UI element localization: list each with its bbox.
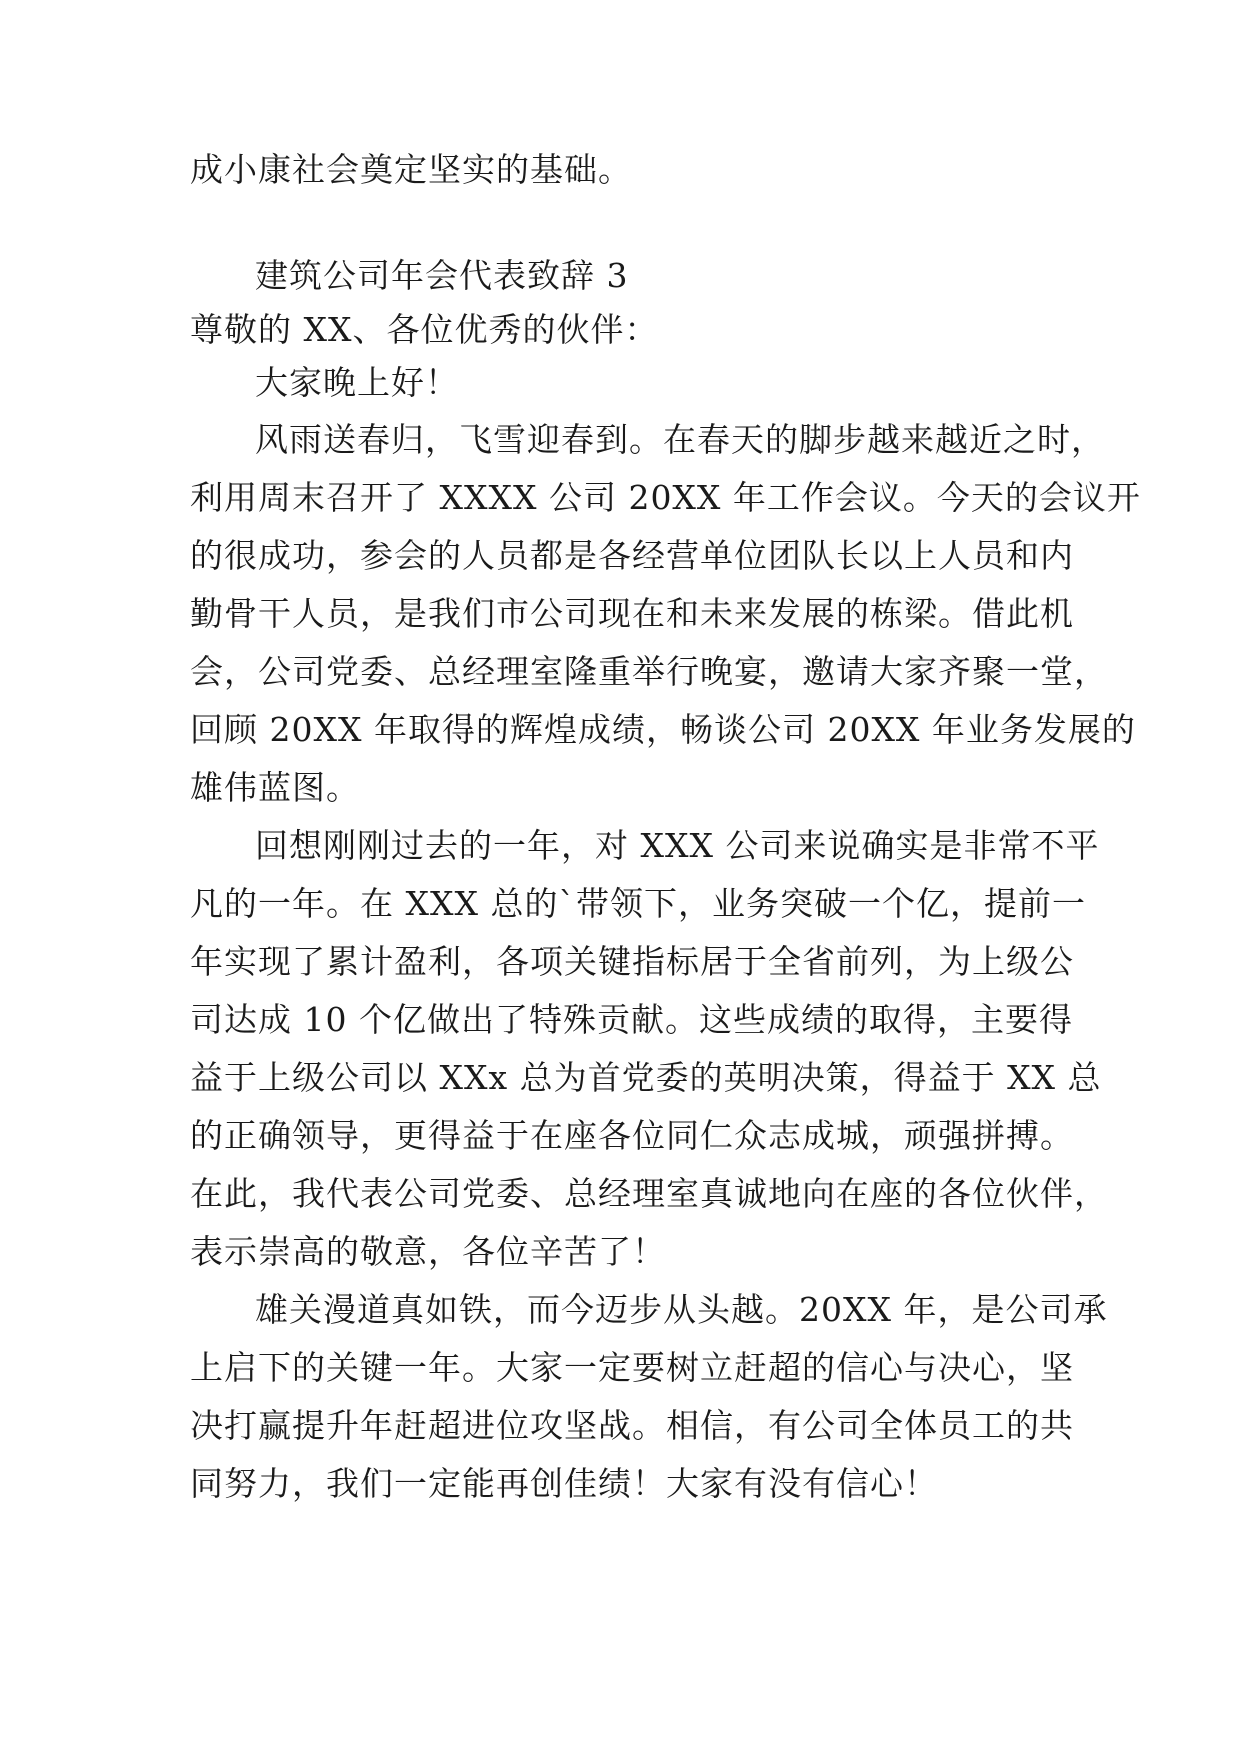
paragraph-1-line-1: 风雨送春归，飞雪迎春到。在春天的脚步越来越近之时， bbox=[255, 420, 1105, 459]
paragraph-1-line-7: 雄伟蓝图。 bbox=[190, 768, 360, 807]
salutation: 尊敬的 XX、各位优秀的伙伴： bbox=[190, 310, 659, 349]
section-heading: 建筑公司年会代表致辞 3 bbox=[255, 256, 629, 295]
paragraph-1-line-3: 的很成功，参会的人员都是各经营单位团队长以上人员和内 bbox=[190, 536, 1074, 575]
paragraph-2-line-2: 凡的一年。在 XXX 总的`带领下，业务突破一个亿，提前一 bbox=[190, 884, 1086, 923]
paragraph-2-line-6: 的正确领导，更得益于在座各位同仁众志成城，顽强拼搏。 bbox=[190, 1116, 1074, 1155]
paragraph-1-line-6: 回顾 20XX 年取得的辉煌成绩，畅谈公司 20XX 年业务发展的 bbox=[190, 710, 1136, 749]
greeting: 大家晚上好！ bbox=[255, 363, 459, 402]
paragraph-1-line-5: 会，公司党委、总经理室隆重举行晚宴，邀请大家齐聚一堂， bbox=[190, 652, 1108, 691]
paragraph-1-line-2: 利用周末召开了 XXXX 公司 20XX 年工作会议。今天的会议开 bbox=[190, 478, 1141, 517]
paragraph-1-line-4: 勤骨干人员，是我们市公司现在和未来发展的栋梁。借此机 bbox=[190, 594, 1074, 633]
paragraph-2-line-4: 司达成 10 个亿做出了特殊贡献。这些成绩的取得，主要得 bbox=[190, 1000, 1073, 1039]
paragraph-2-line-5: 益于上级公司以 XXx 总为首党委的英明决策，得益于 XX 总 bbox=[190, 1058, 1102, 1097]
paragraph-3-line-1: 雄关漫道真如铁，而今迈步从头越。20XX 年，是公司承 bbox=[255, 1290, 1108, 1329]
paragraph-2-line-8: 表示崇高的敬意，各位辛苦了！ bbox=[190, 1232, 666, 1271]
paragraph-3-line-4: 同努力，我们一定能再创佳绩！大家有没有信心！ bbox=[190, 1464, 938, 1503]
paragraph-3-line-3: 决打赢提升年赶超进位攻坚战。相信，有公司全体员工的共 bbox=[190, 1406, 1074, 1445]
paragraph-2-line-7: 在此，我代表公司党委、总经理室真诚地向在座的各位伙伴， bbox=[190, 1174, 1108, 1213]
paragraph-2-line-1: 回想刚刚过去的一年，对 XXX 公司来说确实是非常不平 bbox=[255, 826, 1100, 865]
paragraph-2-line-3: 年实现了累计盈利，各项关键指标居于全省前列，为上级公 bbox=[190, 942, 1074, 981]
text-line-1: 成小康社会奠定坚实的基础。 bbox=[190, 150, 632, 189]
paragraph-3-line-2: 上启下的关键一年。大家一定要树立赶超的信心与决心，坚 bbox=[190, 1348, 1074, 1387]
